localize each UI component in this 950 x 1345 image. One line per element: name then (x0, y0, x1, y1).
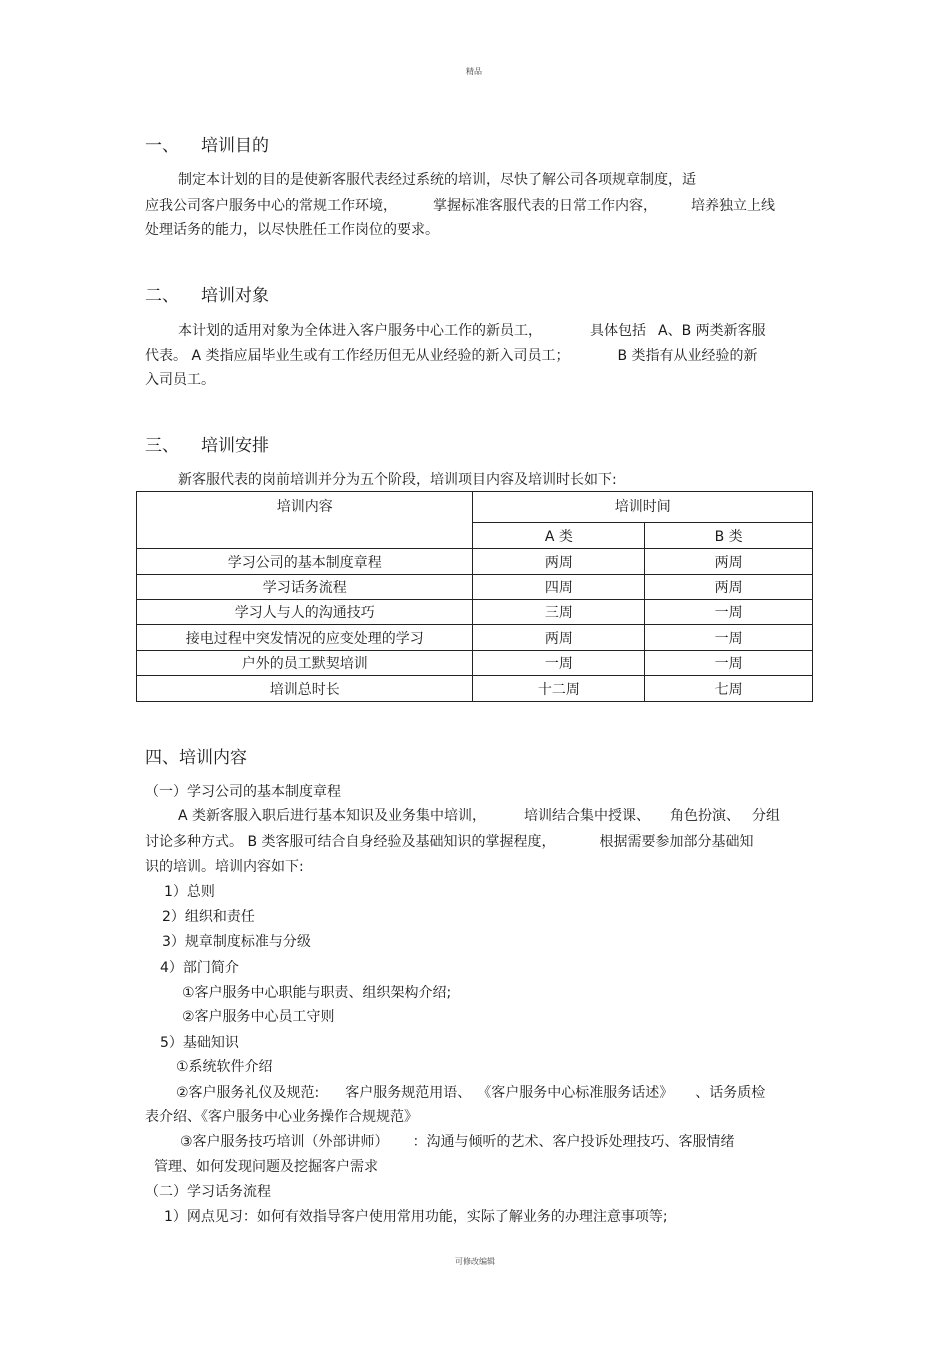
i5b-part-3: 《客户服务中心标准服务话述》 (477, 1085, 674, 1101)
list-item: 3）规章制度标准与分级 (162, 934, 311, 950)
section-4-heading: 四、培训内容 (145, 748, 247, 768)
row-a-duration: 两周 (473, 625, 645, 651)
row-a-duration: 三周 (473, 600, 645, 625)
i5c-part-2: ：沟通与倾听的艺术、客户投诉处理技巧、客服情绪 (412, 1134, 735, 1150)
c1-line2-part-b: 根据需要参加部分基础知 (599, 834, 754, 850)
row-a-duration: 一周 (473, 651, 645, 676)
section-1-number: 一、 (145, 136, 179, 156)
row-b-duration: 一周 (645, 600, 813, 625)
row-item: 接电过程中突发情况的应变处理的学习 (137, 625, 473, 651)
c1-paragraph-line-1 (178, 805, 780, 825)
c1-paragraph-line-3: 识的培训。培训内容如下: (145, 859, 304, 875)
row-b-duration: 一周 (645, 625, 813, 651)
row-item: 学习公司的基本制度章程 (137, 549, 473, 575)
row-item: 学习人与人的沟通技巧 (137, 600, 473, 625)
table-row (137, 575, 813, 600)
list-subitem-multiline (176, 1082, 765, 1102)
section-2-number: 二、 (145, 286, 179, 306)
table-row (137, 549, 813, 575)
section-2-heading (145, 281, 269, 306)
c1-line1-part-d: 分组 (752, 808, 781, 824)
header-training-content: 培训内容 (137, 492, 473, 549)
training-schedule-table (136, 491, 813, 702)
c1-line1-part-c: 角色扮演、 (670, 808, 741, 824)
header-class-a: A 类 (473, 523, 645, 549)
list-item: 1）总则 (164, 884, 215, 900)
c1-line1-part-a: A 类新客服入职后进行基本知识及业务集中培训， (178, 808, 487, 824)
s2-line1-part-b: 具体包括 (590, 323, 646, 339)
row-b-duration: 两周 (645, 549, 813, 575)
section-3-number: 三、 (145, 436, 179, 456)
row-b-duration: 两周 (645, 575, 813, 600)
s2-line1-part-c: A、B 两类新客服 (658, 323, 766, 339)
i5b-part-2: 客户服务规范用语、 (345, 1085, 472, 1101)
page-footer: 可修改编辑 (455, 1257, 495, 1266)
list-subitem-continuation: 表介绍、《客户服务中心业务操作合规规范》 (145, 1109, 418, 1125)
s1-paragraph-line-3: 处理话务的能力，以尽快胜任工作岗位的要求。 (145, 222, 439, 238)
s3-intro: 新客服代表的岗前培训并分为五个阶段，培训项目内容及培训时长如下: (178, 472, 617, 488)
section-3-title: 培训安排 (201, 436, 269, 456)
i5b-part-1: ②客户服务礼仪及规范: (176, 1085, 320, 1101)
table-row (137, 651, 813, 676)
row-item: 学习话务流程 (137, 575, 473, 600)
list-subitem-continuation: 管理、如何发现问题及挖掘客户需求 (154, 1159, 378, 1175)
s2-line2-part-b: B 类指有从业经验的新 (617, 348, 758, 364)
row-item: 户外的员工默契培训 (137, 651, 473, 676)
row-a-duration: 四周 (473, 575, 645, 600)
list-subitem: ①客户服务中心职能与职责、组织架构介绍; (182, 985, 452, 1001)
header-training-time: 培训时间 (473, 492, 813, 523)
page-header: 精品 (466, 67, 482, 76)
table-row (137, 625, 813, 651)
section-3-heading (145, 431, 269, 456)
s1-line2-part-c: 培养独立上线 (691, 198, 775, 214)
s2-line1-part-a: 本计划的适用对象为全体进入客户服务中心工作的新员工， (178, 323, 542, 339)
list-subitem: ①系统软件介绍 (176, 1059, 273, 1075)
header-class-b: B 类 (645, 523, 813, 549)
row-b-duration: 一周 (645, 651, 813, 676)
list-subitem-multiline (180, 1131, 735, 1151)
table-row (137, 600, 813, 625)
row-item: 培训总时长 (137, 676, 473, 702)
i5b-part-4: 、话务质检 (695, 1085, 766, 1101)
s2-paragraph-line-2 (145, 345, 758, 365)
table-row (137, 676, 813, 702)
row-a-duration: 两周 (473, 549, 645, 575)
row-a-duration: 十二周 (473, 676, 645, 702)
c1-paragraph-line-2 (145, 831, 754, 851)
s2-paragraph-line-3: 入司员工。 (145, 372, 215, 388)
list-item: 1）网点见习：如何有效指导客户使用常用功能，实际了解业务的办理注意事项等; (164, 1209, 668, 1225)
c1-line2-part-a: 讨论多种方式。 B 类客服可结合自身经验及基础知识的掌握程度， (145, 834, 556, 850)
section-1-title: 培训目的 (201, 136, 269, 156)
s1-paragraph-line-1: 制定本计划的目的是使新客服代表经过系统的培训，尽快了解公司各项规章制度，适 (178, 172, 696, 188)
subsection-2-heading: （二）学习话务流程 (145, 1184, 271, 1200)
list-subitem: ②客户服务中心员工守则 (182, 1009, 335, 1025)
section-2-title: 培训对象 (201, 286, 269, 306)
s2-line2-part-a: 代表。 A 类指应届毕业生或有工作经历但无从业经验的新入司员工； (145, 348, 570, 364)
list-item: 4）部门简介 (160, 960, 239, 976)
s1-paragraph-line-2 (145, 195, 775, 215)
section-1-heading (145, 131, 269, 156)
list-item: 5）基础知识 (160, 1035, 239, 1051)
subsection-1-heading: （一）学习公司的基本制度章程 (145, 784, 341, 800)
s1-line2-part-a: 应我公司客户服务中心的常规工作环境， (145, 198, 397, 214)
s1-line2-part-b: 掌握标准客服代表的日常工作内容， (433, 198, 657, 214)
i5c-part-1: ③客户服务技巧培训（外部讲师） (180, 1134, 389, 1150)
list-item: 2）组织和责任 (162, 909, 255, 925)
row-b-duration: 七周 (645, 676, 813, 702)
s2-paragraph-line-1 (178, 320, 766, 340)
c1-line1-part-b: 培训结合集中授课、 (524, 808, 651, 824)
